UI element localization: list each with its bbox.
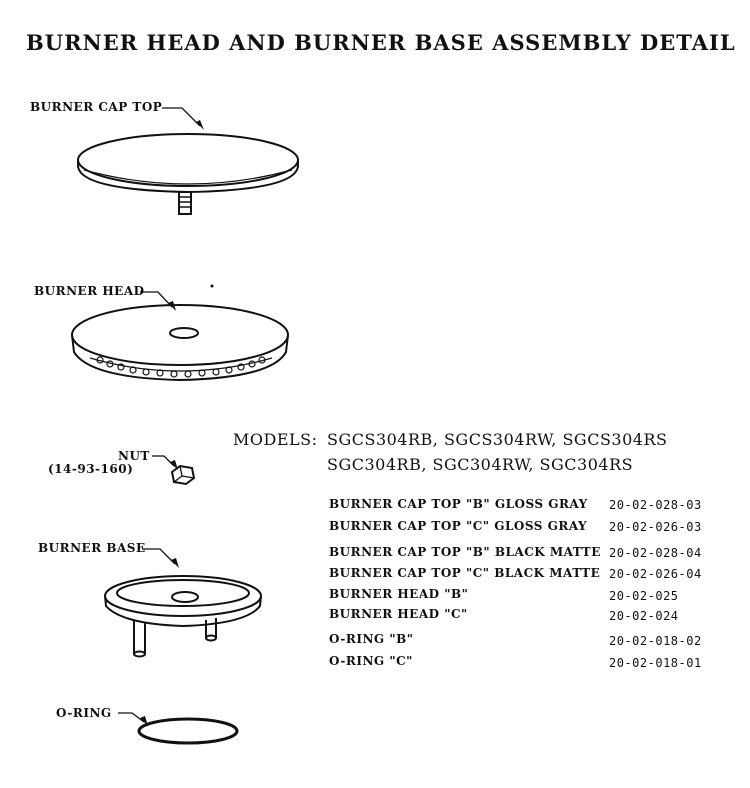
part-description: BURNER CAP TOP "C" GLOSS GRAY [329, 519, 588, 533]
part-description: BURNER CAP TOP "B" GLOSS GRAY [329, 497, 588, 511]
part-description: BURNER HEAD "C" [329, 607, 468, 621]
part-number: 20-02-025 [609, 589, 679, 603]
callout-o-ring: O-RING [56, 706, 112, 720]
models-line-2: SGC304RB, SGC304RW, SGC304RS [327, 455, 634, 474]
nut-part [172, 466, 194, 484]
o-ring-part [139, 719, 237, 743]
part-number: 20-02-028-03 [609, 498, 702, 512]
callout-burner-head: BURNER HEAD [34, 284, 145, 298]
part-number: 20-02-026-03 [609, 520, 702, 534]
part-number: 20-02-026-04 [609, 567, 702, 581]
part-description: O-RING "C" [329, 654, 413, 668]
models-label: MODELS: [233, 430, 318, 449]
callout-burner-base: BURNER BASE [38, 541, 146, 555]
part-description: O-RING "B" [329, 632, 414, 646]
callout-burner-cap-top: BURNER CAP TOP [30, 100, 163, 114]
callout-nut-part-number: (14-93-160) [48, 462, 134, 476]
part-number: 20-02-018-01 [609, 656, 702, 670]
part-description: BURNER CAP TOP "C" BLACK MATTE [329, 566, 601, 580]
models-line-1: SGCS304RB, SGCS304RW, SGCS304RS [327, 430, 668, 449]
burner-head-part [72, 305, 288, 380]
part-number: 20-02-018-02 [609, 634, 702, 648]
burner-cap-top-part [78, 134, 298, 214]
callout-nut: NUT [118, 449, 150, 463]
part-description: BURNER CAP TOP "B" BLACK MATTE [329, 545, 601, 559]
page-title: BURNER HEAD AND BURNER BASE ASSEMBLY DETAIL [26, 30, 736, 55]
part-number: 20-02-024 [609, 609, 679, 623]
part-number: 20-02-028-04 [609, 546, 702, 560]
burner-base-part [105, 576, 261, 657]
part-description: BURNER HEAD "B" [329, 587, 469, 601]
